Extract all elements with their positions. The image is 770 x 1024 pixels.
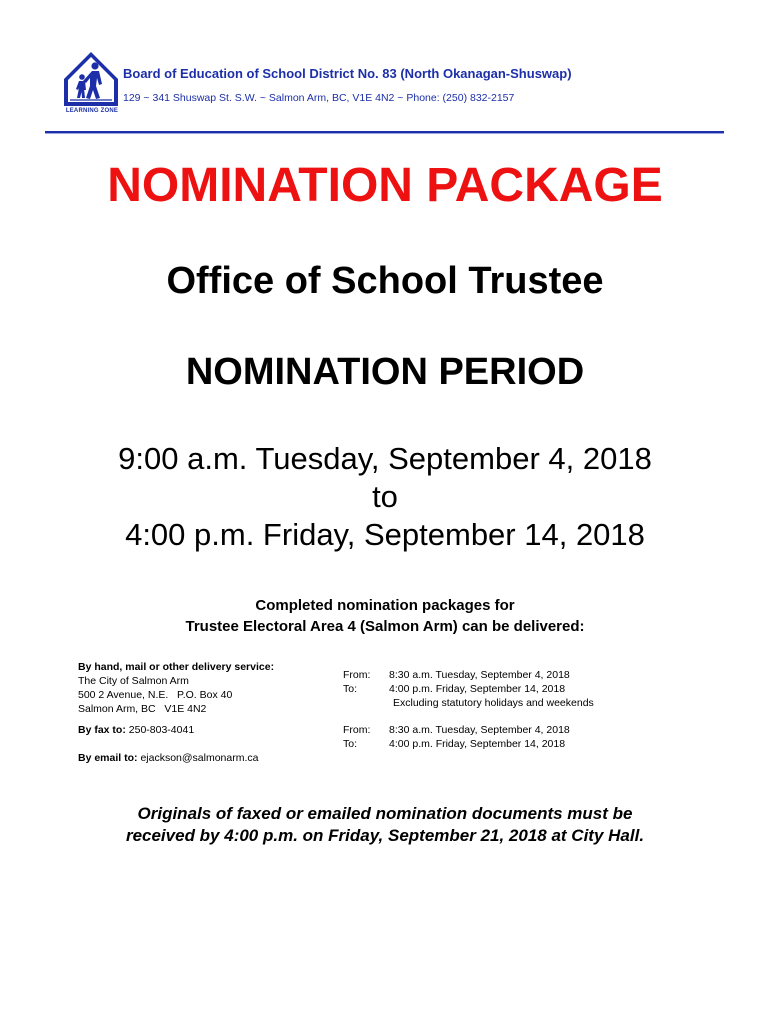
closing-notice <box>0 803 770 847</box>
hand-from-value: 8:30 a.m. Tuesday, September 4, 2018 <box>389 669 570 681</box>
organization-name: Board of Education of School District No. 83 (North Okanagan-Shuswap) <box>123 66 572 81</box>
hand-to-value: 4:00 p.m. Friday, September 14, 2018 <box>389 683 566 695</box>
hand-address-line3: Salmon Arm, BC V1E 4N2 <box>78 703 207 715</box>
email-address: ejackson@salmonarm.ca <box>140 752 259 764</box>
hand-delivery-times <box>343 668 594 710</box>
page-title: NOMINATION PACKAGE <box>107 159 663 212</box>
delivery-intro <box>0 595 770 637</box>
fax-number: 250-803-4041 <box>128 724 195 736</box>
closing-line1: Originals of faxed or emailed nomination documents must be <box>137 804 633 823</box>
delivery-intro-line1: Completed nomination packages for <box>255 597 515 614</box>
delivery-method-email <box>78 751 258 765</box>
fax-from-label: From: <box>343 724 371 736</box>
hand-address-line1: The City of Salmon Arm <box>78 675 189 687</box>
period-start: 9:00 a.m. Tuesday, September 4, 2018 <box>118 441 652 476</box>
hand-from-label: From: <box>343 669 371 681</box>
delivery-intro-line2: Trustee Electoral Area 4 (Salmon Arm) can be delivered: <box>185 618 585 635</box>
fax-from-value: 8:30 a.m. Tuesday, September 4, 2018 <box>389 724 570 736</box>
fax-label: By fax to: <box>78 724 126 736</box>
delivery-method-hand <box>78 660 274 716</box>
fax-to-value: 4:00 p.m. Friday, September 14, 2018 <box>389 738 566 750</box>
page-subtitle: Office of School Trustee <box>166 260 604 302</box>
email-label: By email to: <box>78 752 138 764</box>
fax-to-label: To: <box>343 738 358 750</box>
period-connector: to <box>372 479 398 514</box>
closing-line2: received by 4:00 p.m. on Friday, September 21, 2018 at City Hall. <box>125 826 645 845</box>
period-end: 4:00 p.m. Friday, September 14, 2018 <box>125 517 645 552</box>
fax-delivery-times <box>343 723 570 751</box>
nomination-period-dates <box>0 440 770 554</box>
period-heading: NOMINATION PERIOD <box>185 351 585 393</box>
header-divider <box>45 131 724 133</box>
hand-delivery-note: Excluding statutory holidays and weekends <box>393 697 594 709</box>
logo-caption: LEARNING ZONE <box>65 108 119 114</box>
hand-address-line2: 500 2 Avenue, N.E. P.O. Box 40 <box>78 689 233 701</box>
organization-address: 129 ~ 341 Shuswap St. S.W. ~ Salmon Arm, BC, V1E 4N2 ~ Phone: (250) 832-2157 <box>123 92 515 104</box>
hand-label: By hand, mail or other delivery service: <box>78 661 275 673</box>
hand-to-label: To: <box>343 683 358 695</box>
delivery-method-fax <box>78 723 194 737</box>
